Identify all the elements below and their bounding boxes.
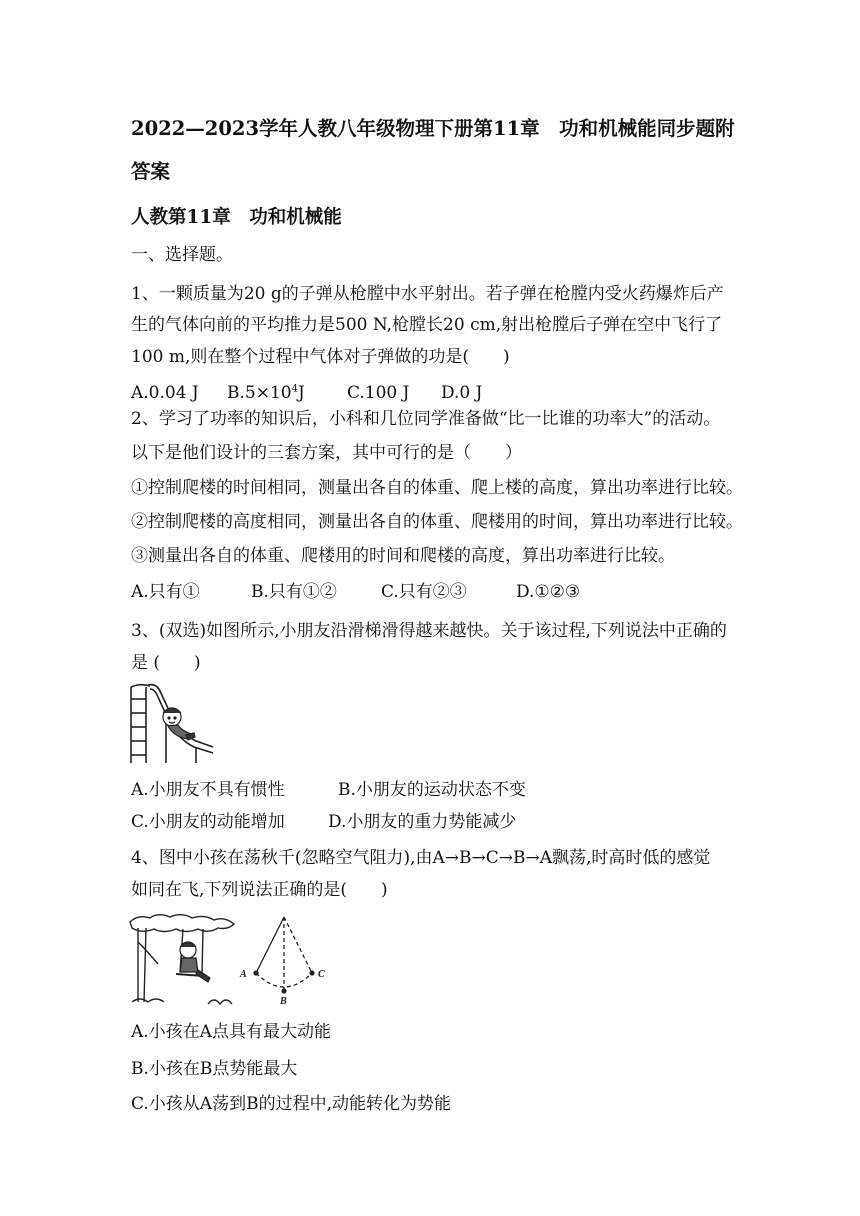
q1-line3: 100 m,则在整个过程中气体对子弹做的功是( ) bbox=[131, 347, 510, 367]
q2-option-c: C.只有②③ bbox=[381, 582, 467, 602]
chapter-subtitle: 人教第11章 功和机械能 bbox=[131, 207, 342, 228]
q2-option-d: D.①②③ bbox=[516, 582, 581, 602]
pendulum-diagram bbox=[236, 913, 332, 1005]
q3-options-row1 bbox=[131, 778, 526, 802]
label-a: A bbox=[240, 969, 247, 980]
pendulum-string-a bbox=[256, 917, 284, 973]
q1-line1: 1、一颗质量为20 g的子弹从枪膛中水平射出。若子弹在枪膛内受火药爆炸后产 bbox=[131, 284, 724, 304]
child-on-slide bbox=[163, 708, 195, 740]
q3-line1: 3、(双选)如图所示,小朋友沿滑梯滑得越来越快。关于该过程,下列说法中正确的 bbox=[131, 621, 727, 641]
q3-option-c: C.小朋友的动能增加 bbox=[131, 812, 285, 832]
q2-line2: 以下是他们设计的三套方案，其中可行的是（ ） bbox=[131, 443, 522, 463]
child-on-swing bbox=[176, 942, 210, 982]
q1-option-a: A.0.04 J bbox=[131, 383, 199, 403]
q2-line1: 2、学习了功率的知识后，小科和几位同学准备做“比一比谁的功率大”的活动。 bbox=[131, 409, 721, 429]
slide-illustration bbox=[128, 681, 214, 765]
point-c-marker bbox=[309, 970, 314, 975]
q3-option-d: D.小朋友的重力势能减少 bbox=[328, 812, 517, 832]
q1-line2: 生的气体向前的平均推力是500 N,枪膛长20 cm,射出枪膛后子弹在空中飞行了 bbox=[131, 315, 723, 335]
label-b: B bbox=[280, 996, 287, 1005]
q4-option-a: A.小孩在A点具有最大动能 bbox=[131, 1022, 331, 1042]
q1-option-b: $B.5\times 10^4J$ bbox=[227, 383, 305, 403]
q3-line2: 是 ( ) bbox=[131, 653, 201, 673]
q2-line3: ①控制爬楼的时间相同，测量出各自的体重、爬上楼的高度，算出功率进行比较。 bbox=[131, 478, 743, 498]
point-a-marker bbox=[253, 970, 258, 975]
point-b-marker bbox=[281, 988, 286, 993]
swing-illustration bbox=[128, 912, 238, 1006]
q4-line1: 4、图中小孩在荡秋千(忽略空气阻力),由A→B→C→B→A飘荡,时高时低的感觉 bbox=[131, 848, 711, 868]
label-c: C bbox=[318, 969, 325, 980]
doc-title-line1: 2022—2023学年人教八年级物理下册第11章 功和机械能同步题附 bbox=[131, 117, 735, 140]
q4-option-b: B.小孩在B点势能最大 bbox=[131, 1059, 298, 1079]
q2-options bbox=[131, 580, 580, 604]
q3-option-a: A.小朋友不具有惯性 bbox=[131, 780, 285, 800]
q2-option-a: A.只有① bbox=[131, 582, 200, 602]
section-heading: 一、选择题。 bbox=[131, 245, 233, 265]
q3-option-b: B.小朋友的运动状态不变 bbox=[338, 780, 526, 800]
q4-option-c: C.小孩从A荡到B的过程中,动能转化为势能 bbox=[131, 1094, 451, 1114]
pendulum-string-c bbox=[284, 917, 312, 973]
doc-title-line2: 答案 bbox=[131, 160, 171, 183]
q1-option-c: C.100 J bbox=[347, 383, 410, 403]
q1-options bbox=[131, 381, 482, 405]
q2-line5: ③测量出各自的体重、爬楼用的时间和爬楼的高度，算出功率进行比较。 bbox=[131, 546, 675, 566]
q2-line4: ②控制爬楼的高度相同，测量出各自的体重、爬楼用的时间，算出功率进行比较。 bbox=[131, 512, 743, 532]
q3-options-row2 bbox=[131, 810, 516, 834]
q1-option-d: D.0 J bbox=[441, 383, 483, 403]
q4-line2: 如同在飞,下列说法正确的是( ) bbox=[131, 880, 388, 900]
q2-option-b: B.只有①② bbox=[251, 582, 337, 602]
